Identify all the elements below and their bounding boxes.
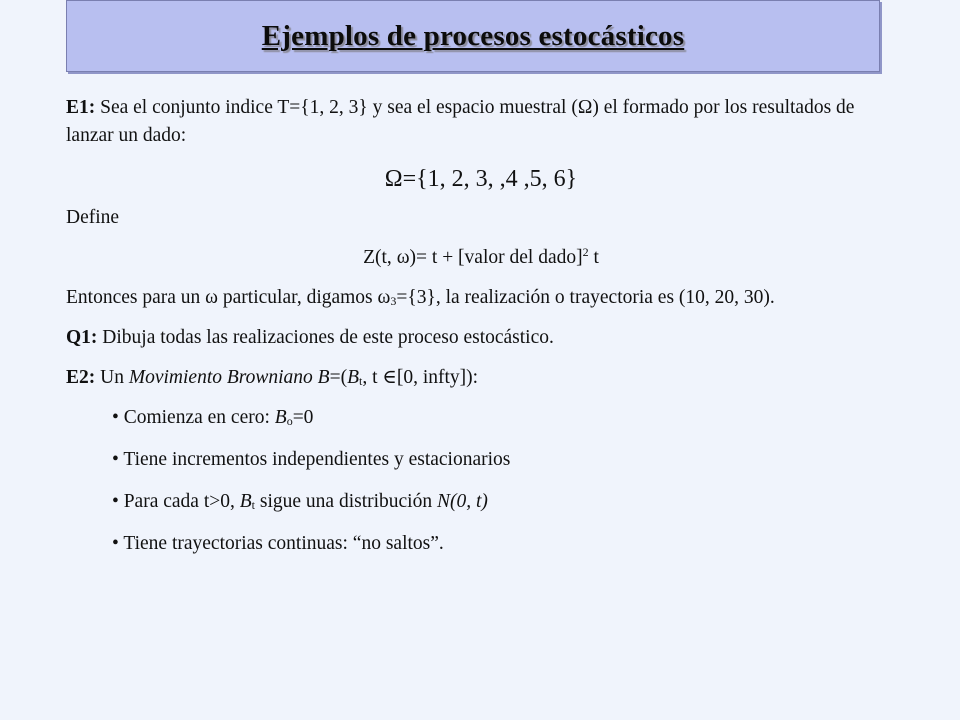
then-omega: ω	[205, 287, 219, 308]
define-label: Define	[66, 207, 120, 228]
e2-paragraph	[66, 364, 896, 392]
e1-paragraph	[66, 94, 896, 150]
e2-sub-t: t	[359, 374, 363, 388]
bullet-tail: =0	[292, 407, 314, 428]
bullet-sub: t	[251, 498, 255, 512]
then-subscript: 3	[390, 294, 397, 308]
bullet-dot: •	[112, 407, 124, 428]
then-b: particular, digamos	[218, 287, 378, 308]
formula-c: t	[588, 247, 599, 268]
e2-text-b: =(	[329, 367, 348, 388]
bullet-text: Tiene trayectorias continuas: “no saltos”.	[123, 533, 444, 554]
q1-paragraph	[66, 324, 896, 352]
bullet-text: Tiene incrementos independientes y estacionarios	[123, 449, 511, 470]
bullet-dot: •	[112, 533, 124, 554]
title-box	[66, 0, 880, 72]
e2-text-a: Un	[95, 367, 129, 388]
bullet-italic: B	[274, 407, 287, 428]
bullet-text: Comienza en cero:	[123, 407, 275, 428]
then-c: ={3}, la realización o trayectoria es (10, 20, 30).	[396, 287, 775, 308]
e2-text-d: [0, infty]):	[396, 367, 479, 388]
bullet-item-4	[112, 530, 896, 558]
bullet-italic-2: N(0, t)	[436, 491, 488, 512]
q1-label: Q1:	[66, 327, 98, 348]
element-of-symbol: ∈	[382, 367, 397, 388]
slide-title: Ejemplos de procesos estocásticos	[261, 19, 685, 52]
bullet-item-1	[112, 404, 896, 432]
e2-italic-b: B	[347, 367, 360, 388]
e1-text-a: Sea el conjunto indice T={1, 2, 3} y sea el espacio muestral (	[95, 97, 578, 118]
bullet-italic: B	[239, 491, 252, 512]
then-a: Entonces para un	[66, 287, 206, 308]
bullet-item-3	[112, 488, 896, 516]
formula-omega: ω	[396, 247, 410, 268]
e2-italic-a: Movimiento Browniano B	[128, 367, 330, 388]
formula	[66, 244, 896, 272]
e1-label: E1:	[66, 97, 96, 118]
formula-b: )= t + [valor del dado]	[409, 247, 583, 268]
e2-label: E2:	[66, 367, 96, 388]
e1-text-b: ) el formado por los resultados de lanzar un dado:	[66, 97, 855, 146]
slide-content	[66, 94, 896, 572]
bullet-dot: •	[112, 491, 124, 512]
q1-text: Dibuja todas las realizaciones de este proceso estocástico.	[97, 327, 554, 348]
omega-symbol: Ω	[577, 97, 593, 118]
bullet-dot: •	[112, 449, 124, 470]
bullet-item-2	[112, 446, 896, 474]
bullet-text: Para cada t>0,	[123, 491, 240, 512]
then-omega3: ω	[377, 287, 391, 308]
bullet-mid: sigue una distribución	[255, 491, 437, 512]
omega-set: Ω={1, 2, 3, ,4 ,5, 6}	[384, 166, 578, 192]
bullet-sub: o	[286, 414, 293, 428]
realization-paragraph	[66, 284, 896, 312]
e2-text-c: , t	[362, 367, 383, 388]
formula-a: Z(t,	[363, 247, 397, 268]
formula-exponent: 2	[582, 245, 589, 259]
